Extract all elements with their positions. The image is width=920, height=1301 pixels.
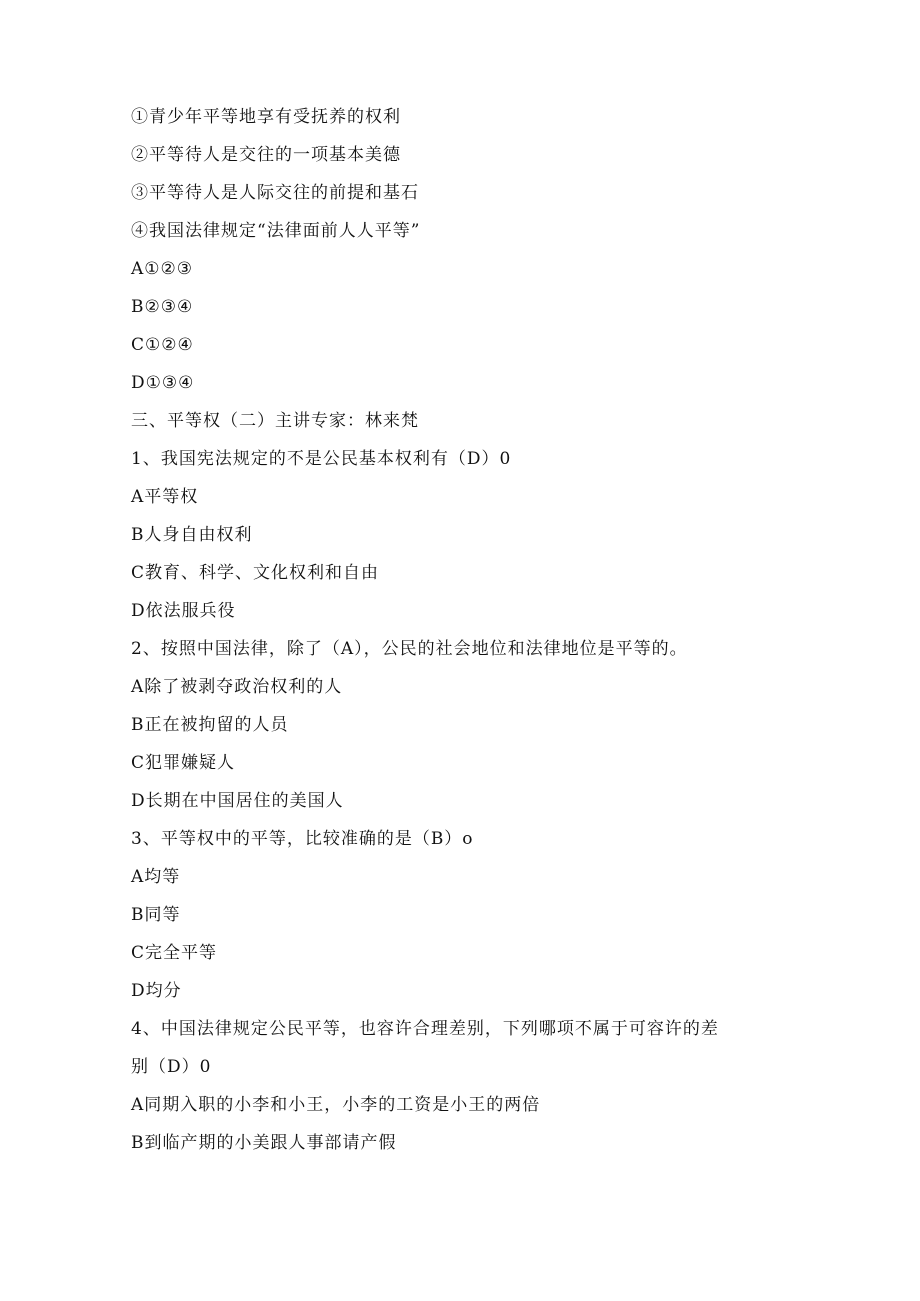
q1-choice-c: C教育、科学、文化权利和自由 [131,563,380,583]
q4-choice-a: A同期入职的小李和小王，小李的工资是小王的两倍 [131,1095,541,1115]
question-4-line-1: 4、中国法律规定公民平等，也容许合理差别，下列哪项不属于可容许的差 [131,1019,719,1039]
option-line-1: ①青少年平等地享有受抚养的权利 [131,107,401,127]
option-line-4: ④我国法律规定“法律面前人人平等” [131,221,421,241]
question-3: 3、平等权中的平等，比较准确的是（B）o [131,829,474,849]
q1-choice-a: A平等权 [131,487,199,507]
question-2: 2、按照中国法律，除了（A），公民的社会地位和法律地位是平等的。 [131,639,688,659]
q4-choice-b: B到临产期的小美跟人事部请产假 [131,1133,397,1153]
q3-choice-d: D均分 [131,981,182,1001]
option-line-3: ③平等待人是人际交往的前提和基石 [131,183,419,203]
choice-b: B②③④ [131,297,194,317]
q2-choice-b: B正在被拘留的人员 [131,715,289,735]
q2-choice-d: D长期在中国居住的美国人 [131,791,344,811]
choice-d: D①③④ [131,373,195,393]
question-1: 1、我国宪法规定的不是公民基本权利有（D）0 [131,449,512,469]
section-heading: 三、平等权（二）主讲专家：林来梵 [131,411,419,431]
option-line-2: ②平等待人是交往的一项基本美德 [131,145,401,165]
q2-choice-c: C犯罪嫌疑人 [131,753,236,773]
q1-choice-b: B人身自由权利 [131,525,253,545]
question-4-line-2: 别（D）0 [131,1057,212,1077]
q3-choice-a: A均等 [131,867,181,887]
q1-choice-d: D依法服兵役 [131,601,236,621]
q3-choice-c: C完全平等 [131,943,218,963]
choice-c: C①②④ [131,335,194,355]
q2-choice-a: A除了被剥夺政治权利的人 [131,677,343,697]
q3-choice-b: B同等 [131,905,181,925]
choice-a: A①②③ [131,259,193,279]
